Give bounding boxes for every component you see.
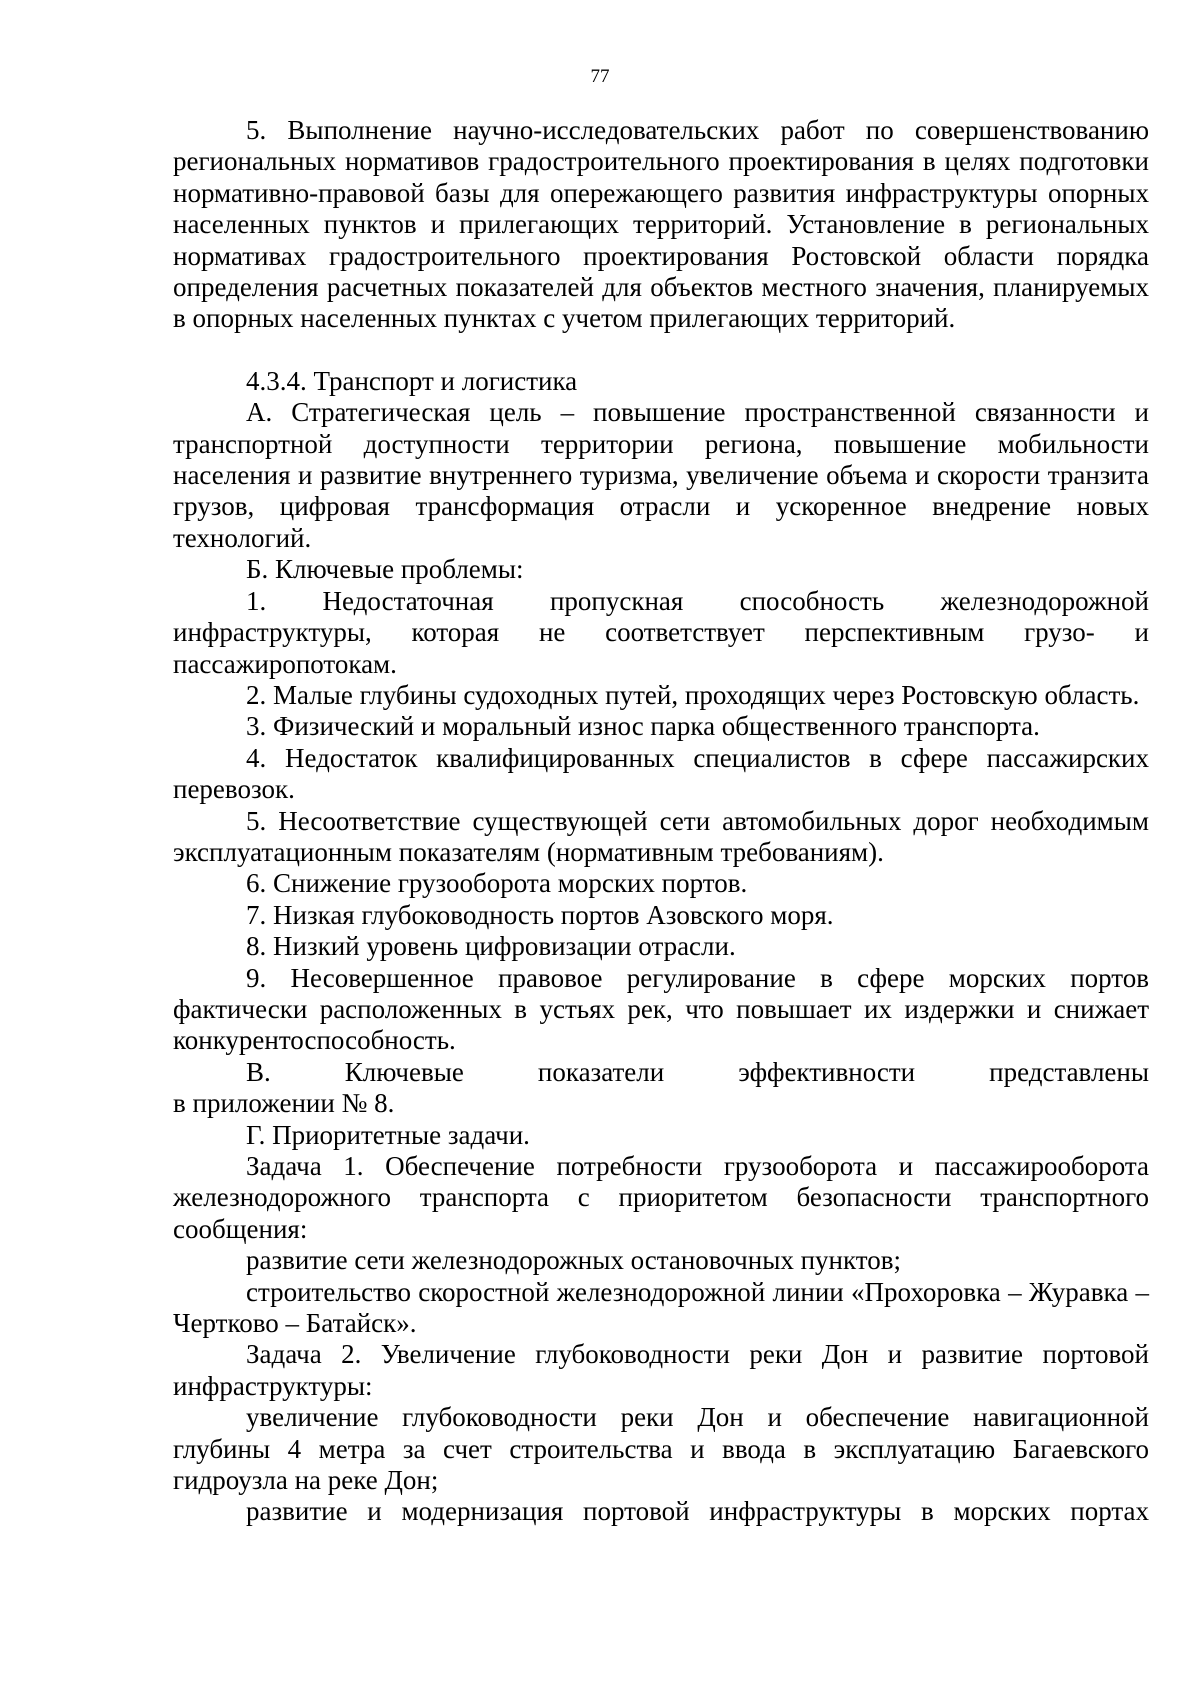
problem-item-1: 1. Недостаточная пропускная способность железнодорожной инфраструктуры, которая не соответствует перспективным грузо- и пассажиропотокам. bbox=[173, 585, 1149, 679]
problem-item-6: 6. Снижение грузооборота морских портов. bbox=[246, 868, 748, 899]
kpi-paragraph bbox=[173, 1057, 1149, 1120]
problems-heading: Б. Ключевые проблемы: bbox=[246, 554, 524, 585]
task-2-paragraph: Задача 2. Увеличение глубоководности реки Дон и развитие портовой инфраструктуры: bbox=[173, 1339, 1149, 1401]
problem-item-2: 2. Малые глубины судоходных путей, проходящих через Ростовскую область. bbox=[246, 679, 1140, 710]
task-2-item-1: увеличение глубоководности реки Дон и обеспечение навигационной глубины 4 метра за счет строительства и ввода в эксплуатацию Багаевского гидроузла на реке Дон; bbox=[173, 1402, 1149, 1496]
problem-item-5: 5. Несоответствие существующей сети автомобильных дорог необходимым эксплуатационным показателям (нормативным требованиям). bbox=[173, 805, 1149, 867]
kpi-line-1: В. Ключевые показатели эффективности представлены bbox=[246, 1056, 1149, 1087]
task-1-paragraph: Задача 1. Обеспечение потребности грузооборота и пассажирооборота железнодорожного транспорта с приоритетом безопасности транспортного сообщения: bbox=[173, 1151, 1149, 1244]
problem-item-3: 3. Физический и моральный износ парка общественного транспорта. bbox=[246, 711, 1040, 742]
task-1-item-1: развитие сети железнодорожных остановочных пунктов; bbox=[246, 1245, 901, 1276]
task-2-item-2: развитие и модернизация портовой инфраструктуры в морских портах bbox=[246, 1496, 1149, 1527]
problem-item-9: 9. Несовершенное правовое регулирование в сфере морских портов фактически расположенных в устьях рек, что повышает их издержки и снижает конкурентоспособность. bbox=[173, 962, 1149, 1056]
page-number: 77 bbox=[590, 66, 610, 87]
kpi-line-2: в приложении № 8. bbox=[173, 1088, 395, 1119]
task-1-item-2: строительство скоростной железнодорожной линии «Прохоровка – Журавка – Чертково – Батайск». bbox=[173, 1276, 1149, 1339]
section-heading-transport: 4.3.4. Транспорт и логистика bbox=[246, 365, 578, 396]
problem-item-8: 8. Низкий уровень цифровизации отрасли. bbox=[246, 931, 736, 962]
document-body bbox=[173, 115, 1149, 1528]
strategic-goal-paragraph: А. Стратегическая цель – повышение пространственной связанности и транспортной доступности территории региона, повышение мобильности населения и развитие внутреннего туризма, увеличение объема и скорости транзита грузов, цифровая трансформация отрасли и ускоренное внедрение новых технологий. bbox=[173, 397, 1149, 553]
paragraph-research-works: 5. Выполнение научно-исследовательских работ по совершенствованию региональных нормативов градостроительного проектирования в целях подготовки нормативно-правовой базы для опережающего развития инфраструктуры опорных населенных пунктов и прилегающих территорий. Установление в региональных нормативах градостроительного проектирования Ростовской области порядка определения расчетных показателей для объектов местного значения, планируемых в опорных населенных пунктах с учетом прилегающих территорий. bbox=[173, 115, 1149, 334]
priority-tasks-heading: Г. Приоритетные задачи. bbox=[246, 1119, 530, 1150]
problem-item-4: 4. Недостаток квалифицированных специалистов в сфере пассажирских перевозок. bbox=[173, 742, 1149, 805]
problem-item-7: 7. Низкая глубоководность портов Азовского моря. bbox=[246, 899, 834, 930]
